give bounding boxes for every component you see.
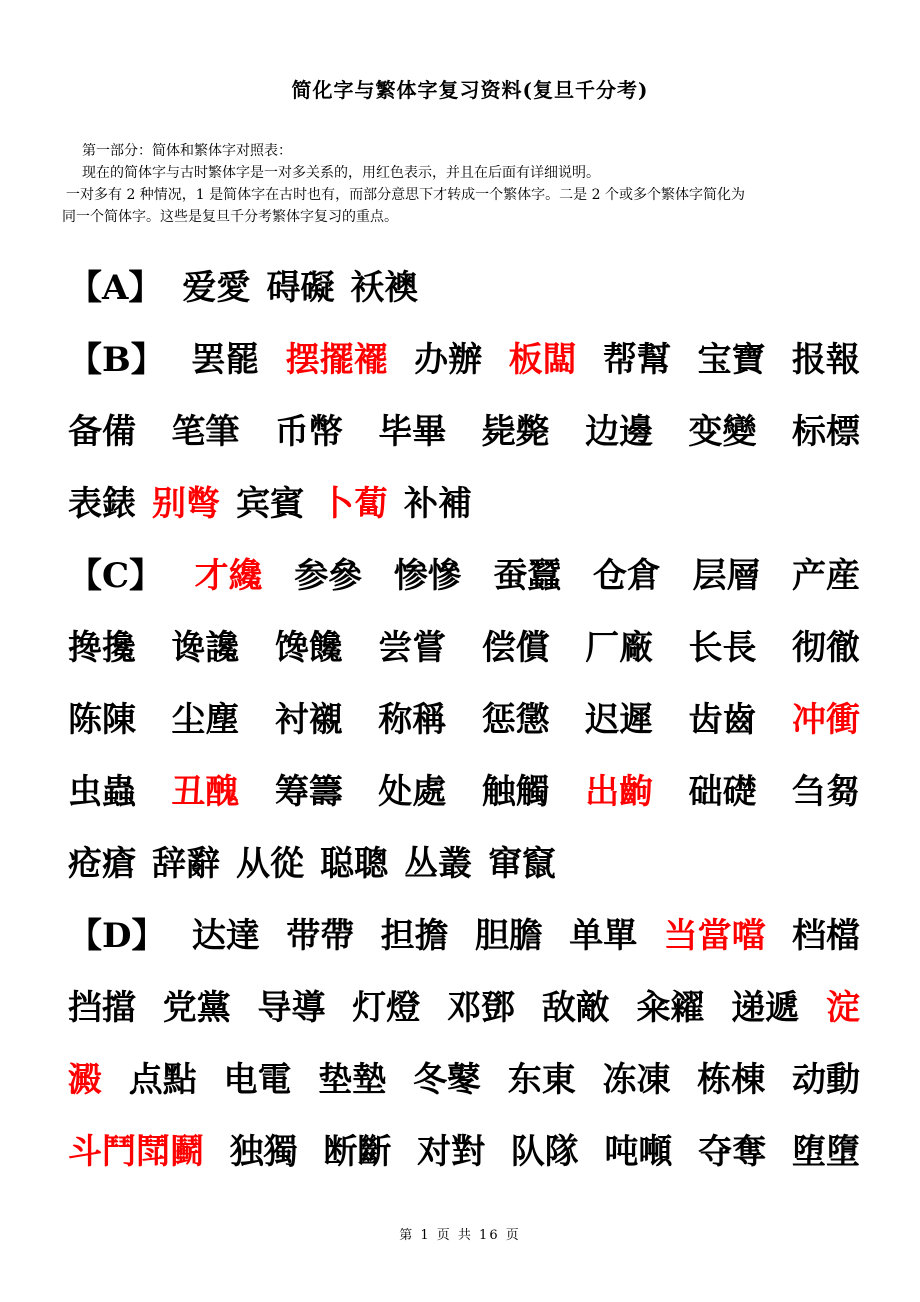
char-pair: 尘塵 — [171, 699, 240, 740]
section-label-a: 【A】 — [68, 267, 163, 308]
char-pair: 夺奪 — [698, 1131, 767, 1172]
char-pair-highlight: 当當噹 — [663, 915, 766, 956]
char-pair: 毙斃 — [481, 411, 550, 452]
intro-line-4: 同一个简体字。这些是复旦千分考繁体字复习的重点。 — [62, 209, 398, 225]
char-pair: 虫蟲 — [68, 771, 136, 812]
char-pair: 从從 — [236, 843, 304, 884]
char-row — [68, 968, 860, 1040]
char-pair: 衬襯 — [274, 699, 343, 740]
char-pair: 报報 — [791, 339, 860, 380]
char-pair: 边邊 — [585, 411, 654, 452]
section-label-d: 【D】 — [68, 915, 166, 956]
char-pair: 导導 — [257, 987, 326, 1028]
char-pair: 处處 — [378, 771, 447, 812]
char-pair: 袄襖 — [350, 267, 419, 308]
char-pair: 称稱 — [378, 699, 447, 740]
section-label-b: 【B】 — [68, 339, 165, 380]
char-row — [68, 536, 860, 608]
char-pair: 灯燈 — [352, 987, 421, 1028]
char-pair-highlight: 斗鬥鬦鬬 — [68, 1131, 204, 1172]
char-pair: 栋棟 — [697, 1059, 766, 1100]
char-pair: 础礎 — [688, 771, 757, 812]
char-pair: 丛叢 — [404, 843, 472, 884]
char-pair: 迟遲 — [585, 699, 654, 740]
char-pair: 触觸 — [481, 771, 550, 812]
char-pair: 表錶 — [68, 483, 136, 524]
char-pair: 搀攙 — [68, 627, 136, 668]
char-pair: 偿償 — [481, 627, 550, 668]
char-pair-highlight: 冲衝 — [791, 699, 860, 740]
char-pair-highlight: 丑醜 — [171, 771, 240, 812]
char-pair: 参參 — [294, 555, 363, 596]
char-pair: 宝寶 — [697, 339, 766, 380]
char-pair: 厂廠 — [585, 627, 654, 668]
char-pair: 惩懲 — [481, 699, 550, 740]
char-row — [68, 824, 860, 896]
char-row — [68, 248, 860, 320]
char-pair: 币幣 — [274, 411, 343, 452]
char-pair: 毕畢 — [378, 411, 447, 452]
char-pair: 聪聰 — [320, 843, 388, 884]
char-pair: 冻凍 — [602, 1059, 671, 1100]
char-pair: 馋饞 — [274, 627, 343, 668]
char-pair: 彻徹 — [791, 627, 860, 668]
intro-line-2: 现在的简体字与古时繁体字是一对多关系的，用红色表示，并且在后面有详细说明。 — [82, 165, 600, 181]
char-row — [68, 680, 860, 752]
char-pair-highlight: 卜蔔 — [320, 483, 388, 524]
char-pair: 堕墮 — [791, 1131, 860, 1172]
char-pair: 点點 — [128, 1059, 197, 1100]
char-pair: 爱愛 — [182, 267, 251, 308]
char-row — [68, 1112, 860, 1184]
char-pair: 层層 — [692, 555, 761, 596]
character-table — [68, 248, 860, 1184]
char-row — [68, 752, 860, 824]
intro-line-3: 一对多有 2 种情况，1 是简体字在古时也有，而部分意思下才转成一个繁体字。二是 2 个或多个繁体字简化为 — [66, 187, 745, 203]
char-pair: 递遞 — [731, 987, 800, 1028]
char-pair: 敌敵 — [541, 987, 610, 1028]
intro-section — [62, 140, 862, 228]
char-pair-highlight: 淀 — [826, 987, 860, 1028]
char-pair: 蚕蠶 — [493, 555, 562, 596]
char-row — [68, 464, 860, 536]
char-pair: 宾賓 — [236, 483, 304, 524]
char-pair: 齿齒 — [688, 699, 757, 740]
char-pair: 担擔 — [380, 915, 449, 956]
char-pair: 达達 — [191, 915, 260, 956]
char-pair: 标標 — [791, 411, 860, 452]
char-pair: 陈陳 — [68, 699, 136, 740]
char-pair: 党黨 — [162, 987, 231, 1028]
char-pair: 独獨 — [229, 1131, 298, 1172]
char-pair: 冬鼕 — [413, 1059, 481, 1100]
page-footer: 第 1 页 共 16 页 — [399, 1228, 521, 1243]
char-pair: 办辦 — [414, 339, 483, 380]
char-pair: 疮瘡 — [68, 843, 136, 884]
char-row — [68, 1040, 860, 1112]
char-pair: 垫墊 — [318, 1059, 387, 1100]
char-row — [68, 608, 860, 680]
char-pair: 吨噸 — [604, 1131, 673, 1172]
char-pair-highlight: 出齣 — [585, 771, 654, 812]
char-row — [68, 896, 860, 968]
char-pair: 带帶 — [286, 915, 355, 956]
char-pair-highlight: 摆擺襬 — [285, 339, 388, 380]
char-pair: 队隊 — [510, 1131, 579, 1172]
char-pair: 动動 — [792, 1059, 860, 1100]
char-pair: 笔筆 — [171, 411, 240, 452]
char-pair: 罢罷 — [191, 339, 260, 380]
char-pair: 辞辭 — [152, 843, 220, 884]
char-pair: 产産 — [792, 555, 860, 596]
char-pair: 备備 — [68, 411, 136, 452]
char-pair: 长長 — [688, 627, 757, 668]
char-pair-highlight: 澱 — [68, 1059, 102, 1100]
char-pair-highlight: 板闆 — [508, 339, 577, 380]
char-pair: 谗讒 — [171, 627, 240, 668]
char-pair: 挡擋 — [68, 987, 136, 1028]
char-pair: 筹籌 — [274, 771, 343, 812]
char-pair: 刍芻 — [791, 771, 860, 812]
char-pair: 碍礙 — [266, 267, 335, 308]
char-row — [68, 392, 860, 464]
char-pair: 变變 — [688, 411, 757, 452]
char-pair: 邓鄧 — [447, 987, 515, 1028]
char-pair: 补補 — [404, 483, 472, 524]
char-pair: 对對 — [417, 1131, 486, 1172]
char-pair: 电電 — [223, 1059, 292, 1100]
char-pair: 帮幫 — [603, 339, 672, 380]
section-label-c: 【C】 — [68, 555, 164, 596]
char-pair: 胆膽 — [474, 915, 543, 956]
char-row — [68, 320, 860, 392]
char-pair: 单單 — [569, 915, 638, 956]
char-pair: 断斷 — [323, 1131, 392, 1172]
char-pair: 窜竄 — [488, 843, 556, 884]
char-pair: 东東 — [507, 1059, 576, 1100]
intro-line-1: 第一部分：简体和繁体字对照表： — [82, 143, 292, 159]
char-pair: 籴糴 — [636, 987, 705, 1028]
char-pair: 仓倉 — [592, 555, 661, 596]
char-pair-highlight: 别彆 — [152, 483, 220, 524]
char-pair: 档檔 — [792, 915, 860, 956]
char-pair-highlight: 才纔 — [194, 555, 263, 596]
char-pair: 惨慘 — [393, 555, 462, 596]
char-pair: 尝嘗 — [378, 627, 447, 668]
document-title: 简化字与繁体字复习资料(复旦千分考) — [291, 78, 649, 102]
